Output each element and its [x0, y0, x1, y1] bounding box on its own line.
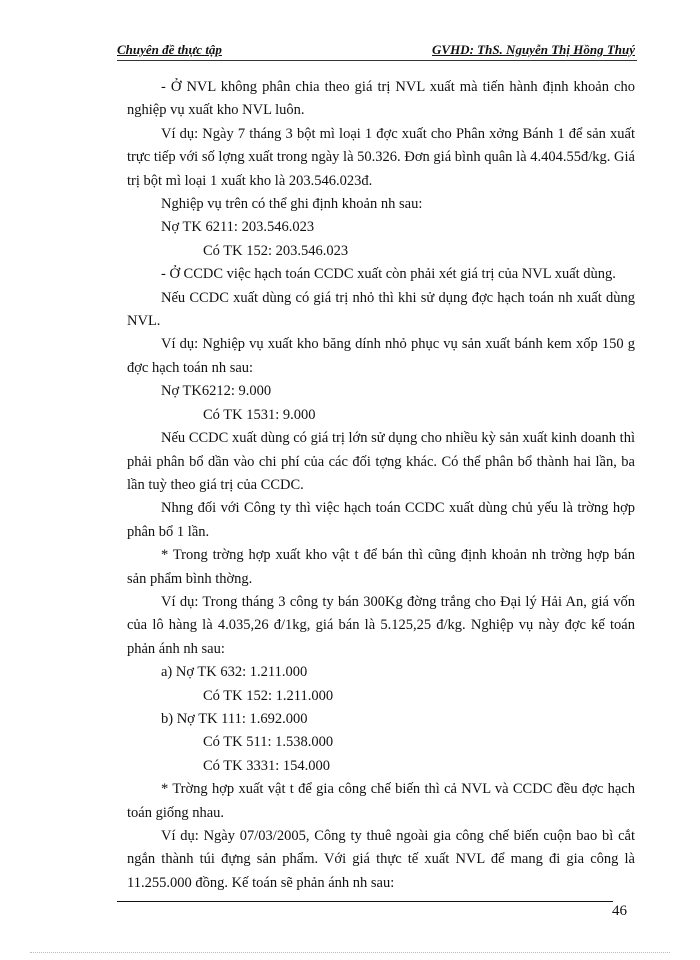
journal-entry-credit: Có TK 152: 203.546.023	[203, 242, 349, 259]
page-header	[117, 42, 637, 60]
paragraph: Nghiệp vụ trên có thể ghi định khoản nh sau:	[161, 196, 423, 213]
paragraph: - Ở NVL không phân chia theo giá trị NVL xuất mà tiến hành định khoản cho nghiệp vụ xuất kho NVL luôn.	[127, 79, 635, 119]
journal-entry-debit: Nợ TK6212: 9.000	[161, 383, 272, 400]
paragraph: Ví dụ: Nghiệp vụ xuất kho băng dính nhỏ phục vụ sản xuất bánh kem xốp 150 g đợc hạch toán nh sau:	[127, 336, 635, 376]
page-edge	[30, 952, 670, 953]
paragraph: * Trong trờng hợp xuất kho vật t để bán thì cũng định khoản nh trờng hợp bán sản phẩm bình thờng.	[127, 547, 635, 587]
journal-entry-credit: Có TK 511: 1.538.000	[203, 734, 334, 751]
document-body	[127, 76, 635, 895]
paragraph: Nếu CCDC xuất dùng có giá trị lớn sử dụng cho nhiều kỳ sản xuất kinh doanh thì phải phân bổ dần vào chi phí của các đối tợng khác. Có thể phân bổ thành hai lần, ba lần tuỳ theo giá trị của CCDC.	[127, 430, 635, 493]
header-document-type: Chuyên đề thực tập	[117, 42, 222, 57]
paragraph: Ví dụ: Ngày 7 tháng 3 bột mì loại 1 đợc xuất cho Phân xởng Bánh 1 để sản xuất trực tiếp với số lợng xuất trong ngày là 50.326. Đơn giá bình quân là 4.404.55đ/kg. Giá trị bột mì loại 1 xuất kho là 203.546.023đ.	[127, 125, 635, 189]
page-number: 46	[612, 903, 627, 919]
paragraph: Nếu CCDC xuất dùng có giá trị nhỏ thì khi sử dụng đợc hạch toán nh xuất dùng NVL.	[127, 289, 635, 330]
paragraph: - Ở CCDC việc hạch toán CCDC xuất còn phải xét giá trị của NVL xuất dùng.	[161, 266, 616, 283]
journal-entry-debit: a) Nợ TK 632: 1.211.000	[161, 664, 308, 681]
paragraph: Ví dụ: Ngày 07/03/2005, Công ty thuê ngoài gia công chế biến cuộn bao bì cắt ngắn thành túi đựng sản phẩm. Với giá thực tế xuất NVL để mang đi gia công là 11.255.000 đồng. Kế toán sẽ phản ánh nh sau:	[127, 828, 635, 891]
journal-entry-credit: Có TK 1531: 9.000	[203, 406, 316, 423]
journal-entry-credit: Có TK 152: 1.211.000	[203, 687, 334, 704]
journal-entry-debit: Nợ TK 6211: 203.546.023	[161, 219, 315, 236]
header-divider	[117, 60, 637, 61]
journal-entry-credit: Có TK 3331: 154.000	[203, 757, 331, 774]
paragraph: Ví dụ: Trong tháng 3 công ty bán 300Kg đờng trắng cho Đại lý Hải An, giá vốn của lô hàng là 4.035,26 đ/1kg, giá bán là 5.125,25 đ/kg. Nghiệp vụ này đợc kế toán phản ánh nh sau:	[127, 593, 635, 657]
header-supervisor: GVHD: ThS. Nguyễn Thị Hồng Thuý	[432, 42, 635, 57]
footer-divider	[117, 901, 613, 902]
journal-entry-debit: b) Nợ TK 111: 1.692.000	[161, 710, 308, 727]
paragraph: Nhng đối với Công ty thì việc hạch toán CCDC xuất dùng chủ yếu là trờng hợp phân bổ 1 lần.	[127, 500, 635, 540]
paragraph: * Trờng hợp xuất vật t để gia công chế biến thì cả NVL và CCDC đều đợc hạch toán giống nhau.	[127, 781, 635, 821]
